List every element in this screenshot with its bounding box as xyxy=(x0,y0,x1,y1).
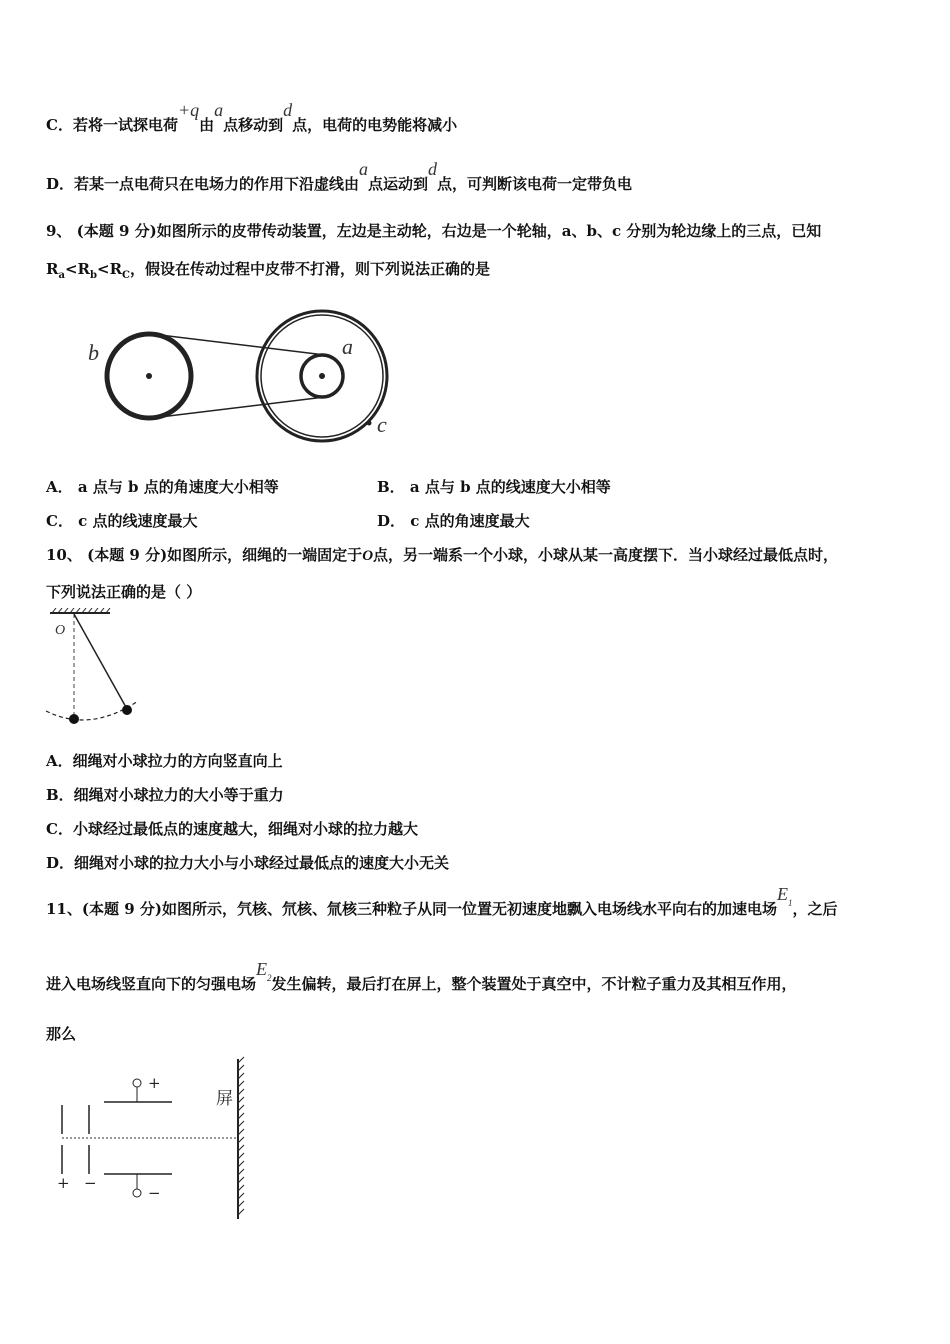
q11-stem-line1 xyxy=(46,884,838,919)
point-o-symbol: O xyxy=(362,548,374,564)
electric-field-diagram xyxy=(44,1055,264,1225)
rope xyxy=(74,614,127,709)
wheel-axle-center xyxy=(319,373,325,379)
q8-option-d-text2: 点运动到 xyxy=(368,175,429,193)
q11-stem2-post: 发生偏转，最后打在屏上，整个装置处于真空中，不计粒子重力及其相互作用， xyxy=(271,975,797,993)
point-d-symbol: d xyxy=(428,159,438,179)
q8-option-c-label: C． xyxy=(46,116,73,134)
q11-stem2-pre: 进入电场线竖直向下的匀强电场 xyxy=(46,975,257,993)
label-minus-bottom: − xyxy=(148,1184,161,1202)
radius-symbol: R xyxy=(46,260,59,278)
q9-stem-line2 xyxy=(46,258,490,281)
q8-option-d[interactable] xyxy=(46,159,633,194)
q11-stem1-post: ，之后 xyxy=(792,900,838,918)
point-d-symbol: d xyxy=(283,100,293,120)
label-b: b xyxy=(88,340,99,365)
sub-a: a xyxy=(58,270,65,281)
q9-stem-rest: ，假设在传动过程中皮带不打滑，则下列说法正确的是 xyxy=(130,260,491,278)
label-c: c xyxy=(377,412,387,437)
q8-option-c-text3: 点移动到 xyxy=(223,116,284,134)
q11-stem-line2 xyxy=(46,959,797,994)
q11-stem1-pre: 11、(本题 9 分)如图所示，氕核、氘核、氚核三种粒子从同一位置无初速度地飘入电场线水平向右的加速电场 xyxy=(46,900,777,918)
q9-option-b[interactable]: B． a 点与 b 点的线速度大小相等 xyxy=(377,478,611,496)
field-e2-symbol: E xyxy=(256,959,268,979)
q10-option-b[interactable]: B．细绳对小球拉力的大小等于重力 xyxy=(46,786,284,804)
q10-stem-post: 点，另一端系一个小球，小球从某一高度摆下．当小球经过最低点时， xyxy=(373,546,839,564)
q8-option-d-label: D． xyxy=(46,175,75,193)
lt-r: <R xyxy=(64,260,90,278)
q8-option-d-text1: 若某一点电荷只在电场力的作用下沿虚线由 xyxy=(74,175,360,193)
ball-lowest xyxy=(69,714,79,724)
field-e1-symbol: E xyxy=(776,884,788,904)
q11-stem-line3: 那么 xyxy=(46,1025,77,1043)
field-e2-sub: 2 xyxy=(267,973,272,983)
label-plus-left: + xyxy=(57,1174,70,1192)
q8-option-c-text1: 若将一试探电荷 xyxy=(72,116,178,134)
point-c-marker xyxy=(367,421,372,426)
point-a-symbol: a xyxy=(359,159,369,179)
ball xyxy=(122,705,132,715)
q8-option-d-text3: 点，可判断该电荷一定带负电 xyxy=(437,175,633,193)
label-a: a xyxy=(342,334,353,359)
q9-option-a[interactable]: A． a 点与 b 点的角速度大小相等 xyxy=(46,478,279,496)
point-a-symbol: a xyxy=(214,100,224,120)
q10-stem-line2: 下列说法正确的是（ ） xyxy=(46,583,202,601)
bottom-terminal xyxy=(133,1189,141,1197)
belt-drive-diagram xyxy=(80,300,410,460)
sub-b: b xyxy=(90,270,97,281)
q10-option-c[interactable]: C．小球经过最低点的速度越大，细绳对小球的拉力越大 xyxy=(46,820,418,838)
top-terminal xyxy=(133,1079,141,1087)
q10-stem-line1 xyxy=(46,544,838,565)
lt-r: <R xyxy=(97,260,123,278)
q9-option-d[interactable]: D． c 点的角速度最大 xyxy=(377,512,530,530)
q8-option-c[interactable] xyxy=(46,100,458,135)
q9-stem-line1: 9、 (本题 9 分)如图所示的皮带传动装置，左边是主动轮，右边是一个轮轴，a、b、c 分别为轮边缘上的三点，已知 xyxy=(46,222,822,240)
label-screen: 屏 xyxy=(216,1089,233,1109)
q10-stem-pre: 10、 (本题 9 分)如图所示，细绳的一端固定于 xyxy=(46,546,363,564)
sub-c: C xyxy=(122,270,131,281)
label-minus-left: − xyxy=(84,1174,97,1192)
q8-option-c-text2: 由 xyxy=(199,116,215,134)
field-e1-sub: 1 xyxy=(787,898,793,908)
label-plus-top: + xyxy=(148,1074,161,1092)
q10-option-a[interactable]: A．细绳对小球拉力的方向竖直向上 xyxy=(46,752,283,770)
label-o: O xyxy=(55,623,66,638)
q9-option-c[interactable]: C． c 点的线速度最大 xyxy=(46,512,198,530)
charge-symbol: +q xyxy=(177,100,200,120)
q8-option-c-text4: 点，电荷的电势能将减小 xyxy=(292,116,458,134)
wheel-b-center xyxy=(146,373,152,379)
q10-option-d[interactable]: D．细绳对小球的拉力大小与小球经过最低点的速度大小无关 xyxy=(46,854,450,872)
pendulum-diagram xyxy=(44,608,144,728)
